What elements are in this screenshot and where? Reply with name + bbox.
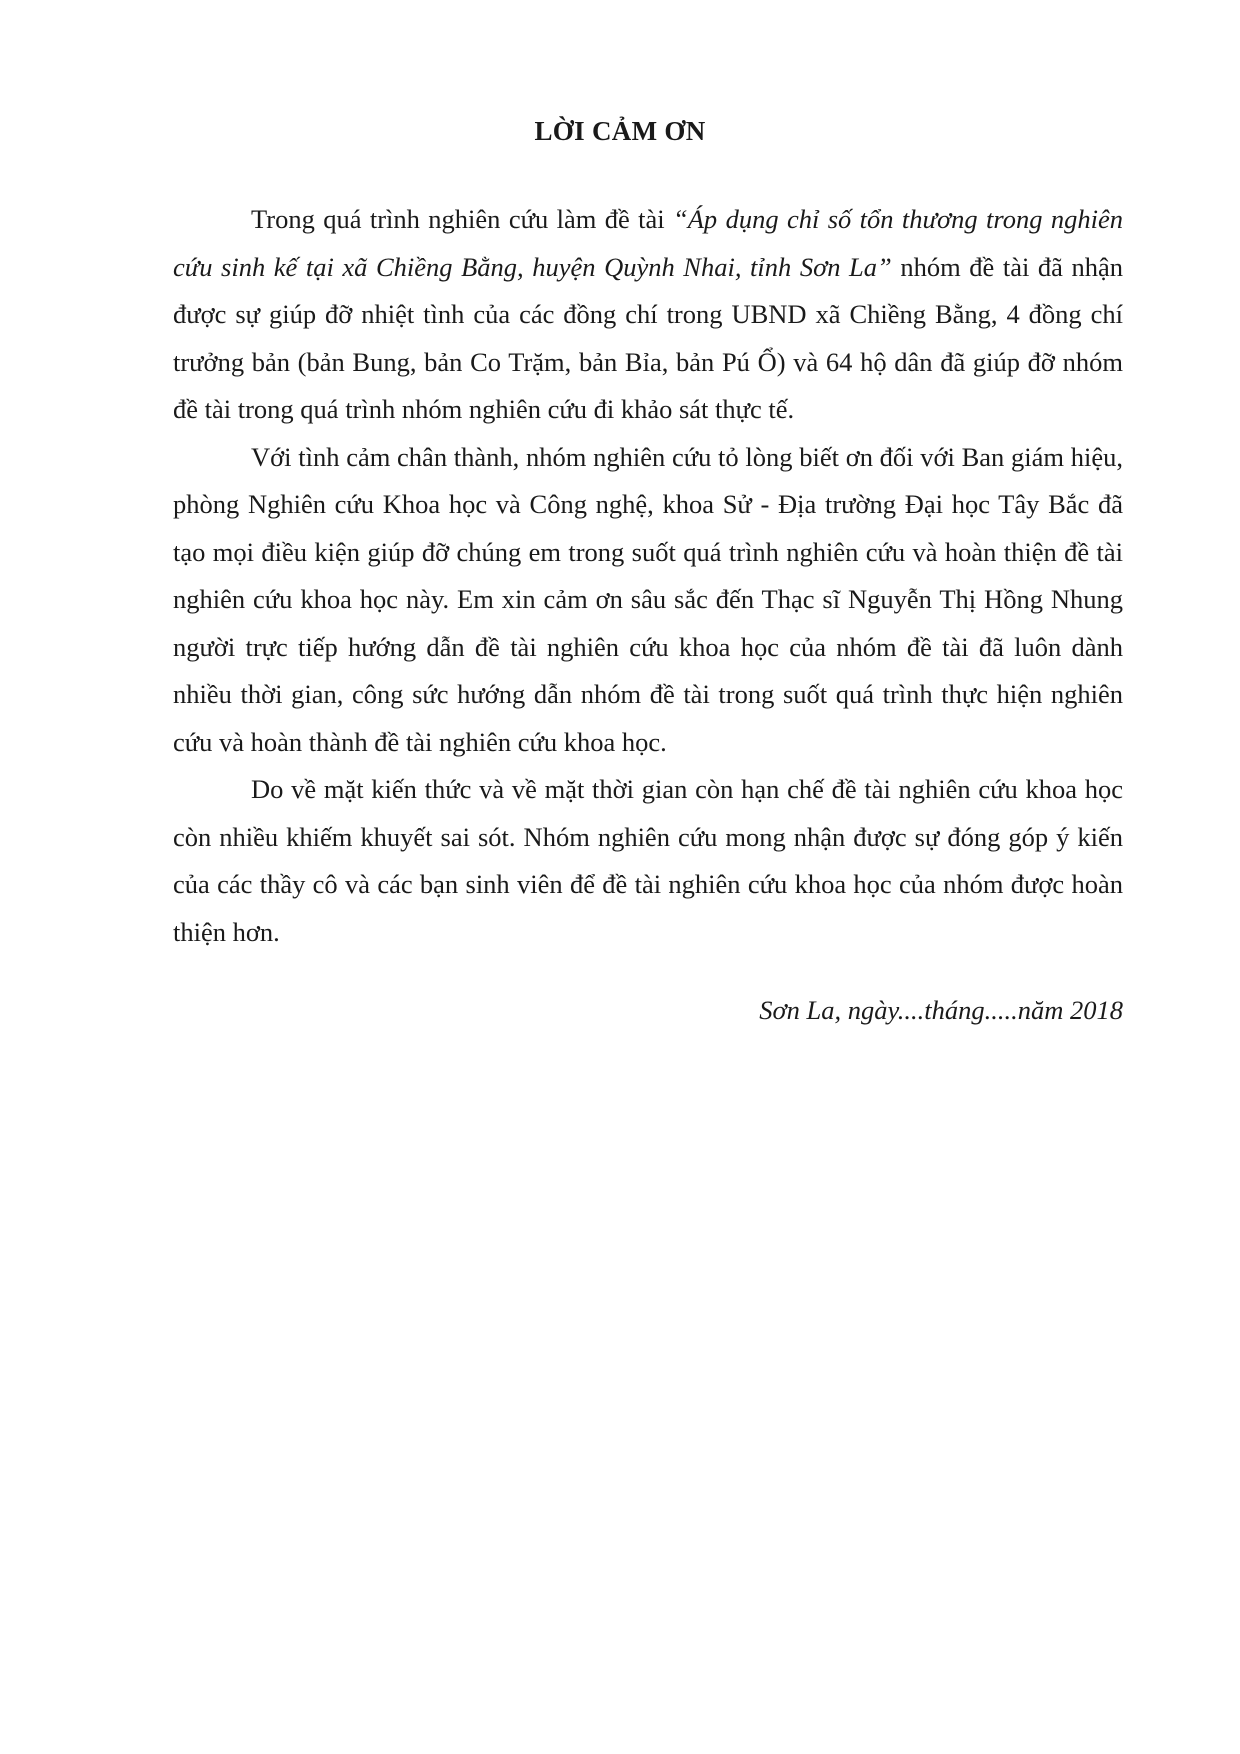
paragraph-acknowledgement-3: Do về mặt kiến thức và về mặt thời gian còn hạn chế đề tài nghiên cứu khoa học còn nhiều khiếm khuyết sai sót. Nhóm nghiên cứu mong nhận được sự đóng góp ý kiến của các thầy cô và các bạn sinh viên để đề tài nghiên cứu khoa học của nhóm được hoàn thiện hơn. <box>173 774 1123 947</box>
place-date-line: Sơn La, ngày....tháng.....năm 2018 <box>759 995 1123 1025</box>
research-topic-title: “Áp dụng chỉ số tổn thương trong nghiên cứu sinh kế tại xã Chiềng Bằng, huyện Quỳnh Nhai, tỉnh Sơn La” <box>173 204 1123 282</box>
paragraph-1-rest: nhóm đề tài đã nhận được sự giúp đỡ nhiệt tình của các đồng chí trong UBND xã Chiềng Bằng, 4 đồng chí trưởng bản (bản Bung, bản Co Trặm, bản Bỉa, bản Pú Ổ) và 64 hộ dân đã giúp đỡ nhóm đề tài trong quá trình nhóm nghiên cứu đi khảo sát thực tế. <box>173 251 1123 424</box>
paragraph-1-intro: Trong quá trình nghiên cứu làm đề tài <box>251 204 673 234</box>
paragraph-acknowledgement-1 <box>173 196 1123 434</box>
page-title: LỜI CẢM ƠN <box>534 116 706 146</box>
paragraph-acknowledgement-2: Với tình cảm chân thành, nhóm nghiên cứu tỏ lòng biết ơn đối với Ban giám hiệu, phòng Nghiên cứu Khoa học và Công nghệ, khoa Sử - Địa trường Đại học Tây Bắc đã tạo mọi điều kiện giúp đỡ chúng em trong suốt quá trình nghiên cứu và hoàn thiện đề tài nghiên cứu khoa học này. Em xin cảm ơn sâu sắc đến Thạc sĩ Nguyễn Thị Hồng Nhung người trực tiếp hướng dẫn đề tài nghiên cứu khoa học của nhóm đề tài đã luôn dành nhiều thời gian, công sức hướng dẫn nhóm đề tài trong suốt quá trình thực hiện nghiên cứu và hoàn thành đề tài nghiên cứu khoa học. <box>173 441 1123 757</box>
document-body <box>173 196 1123 956</box>
